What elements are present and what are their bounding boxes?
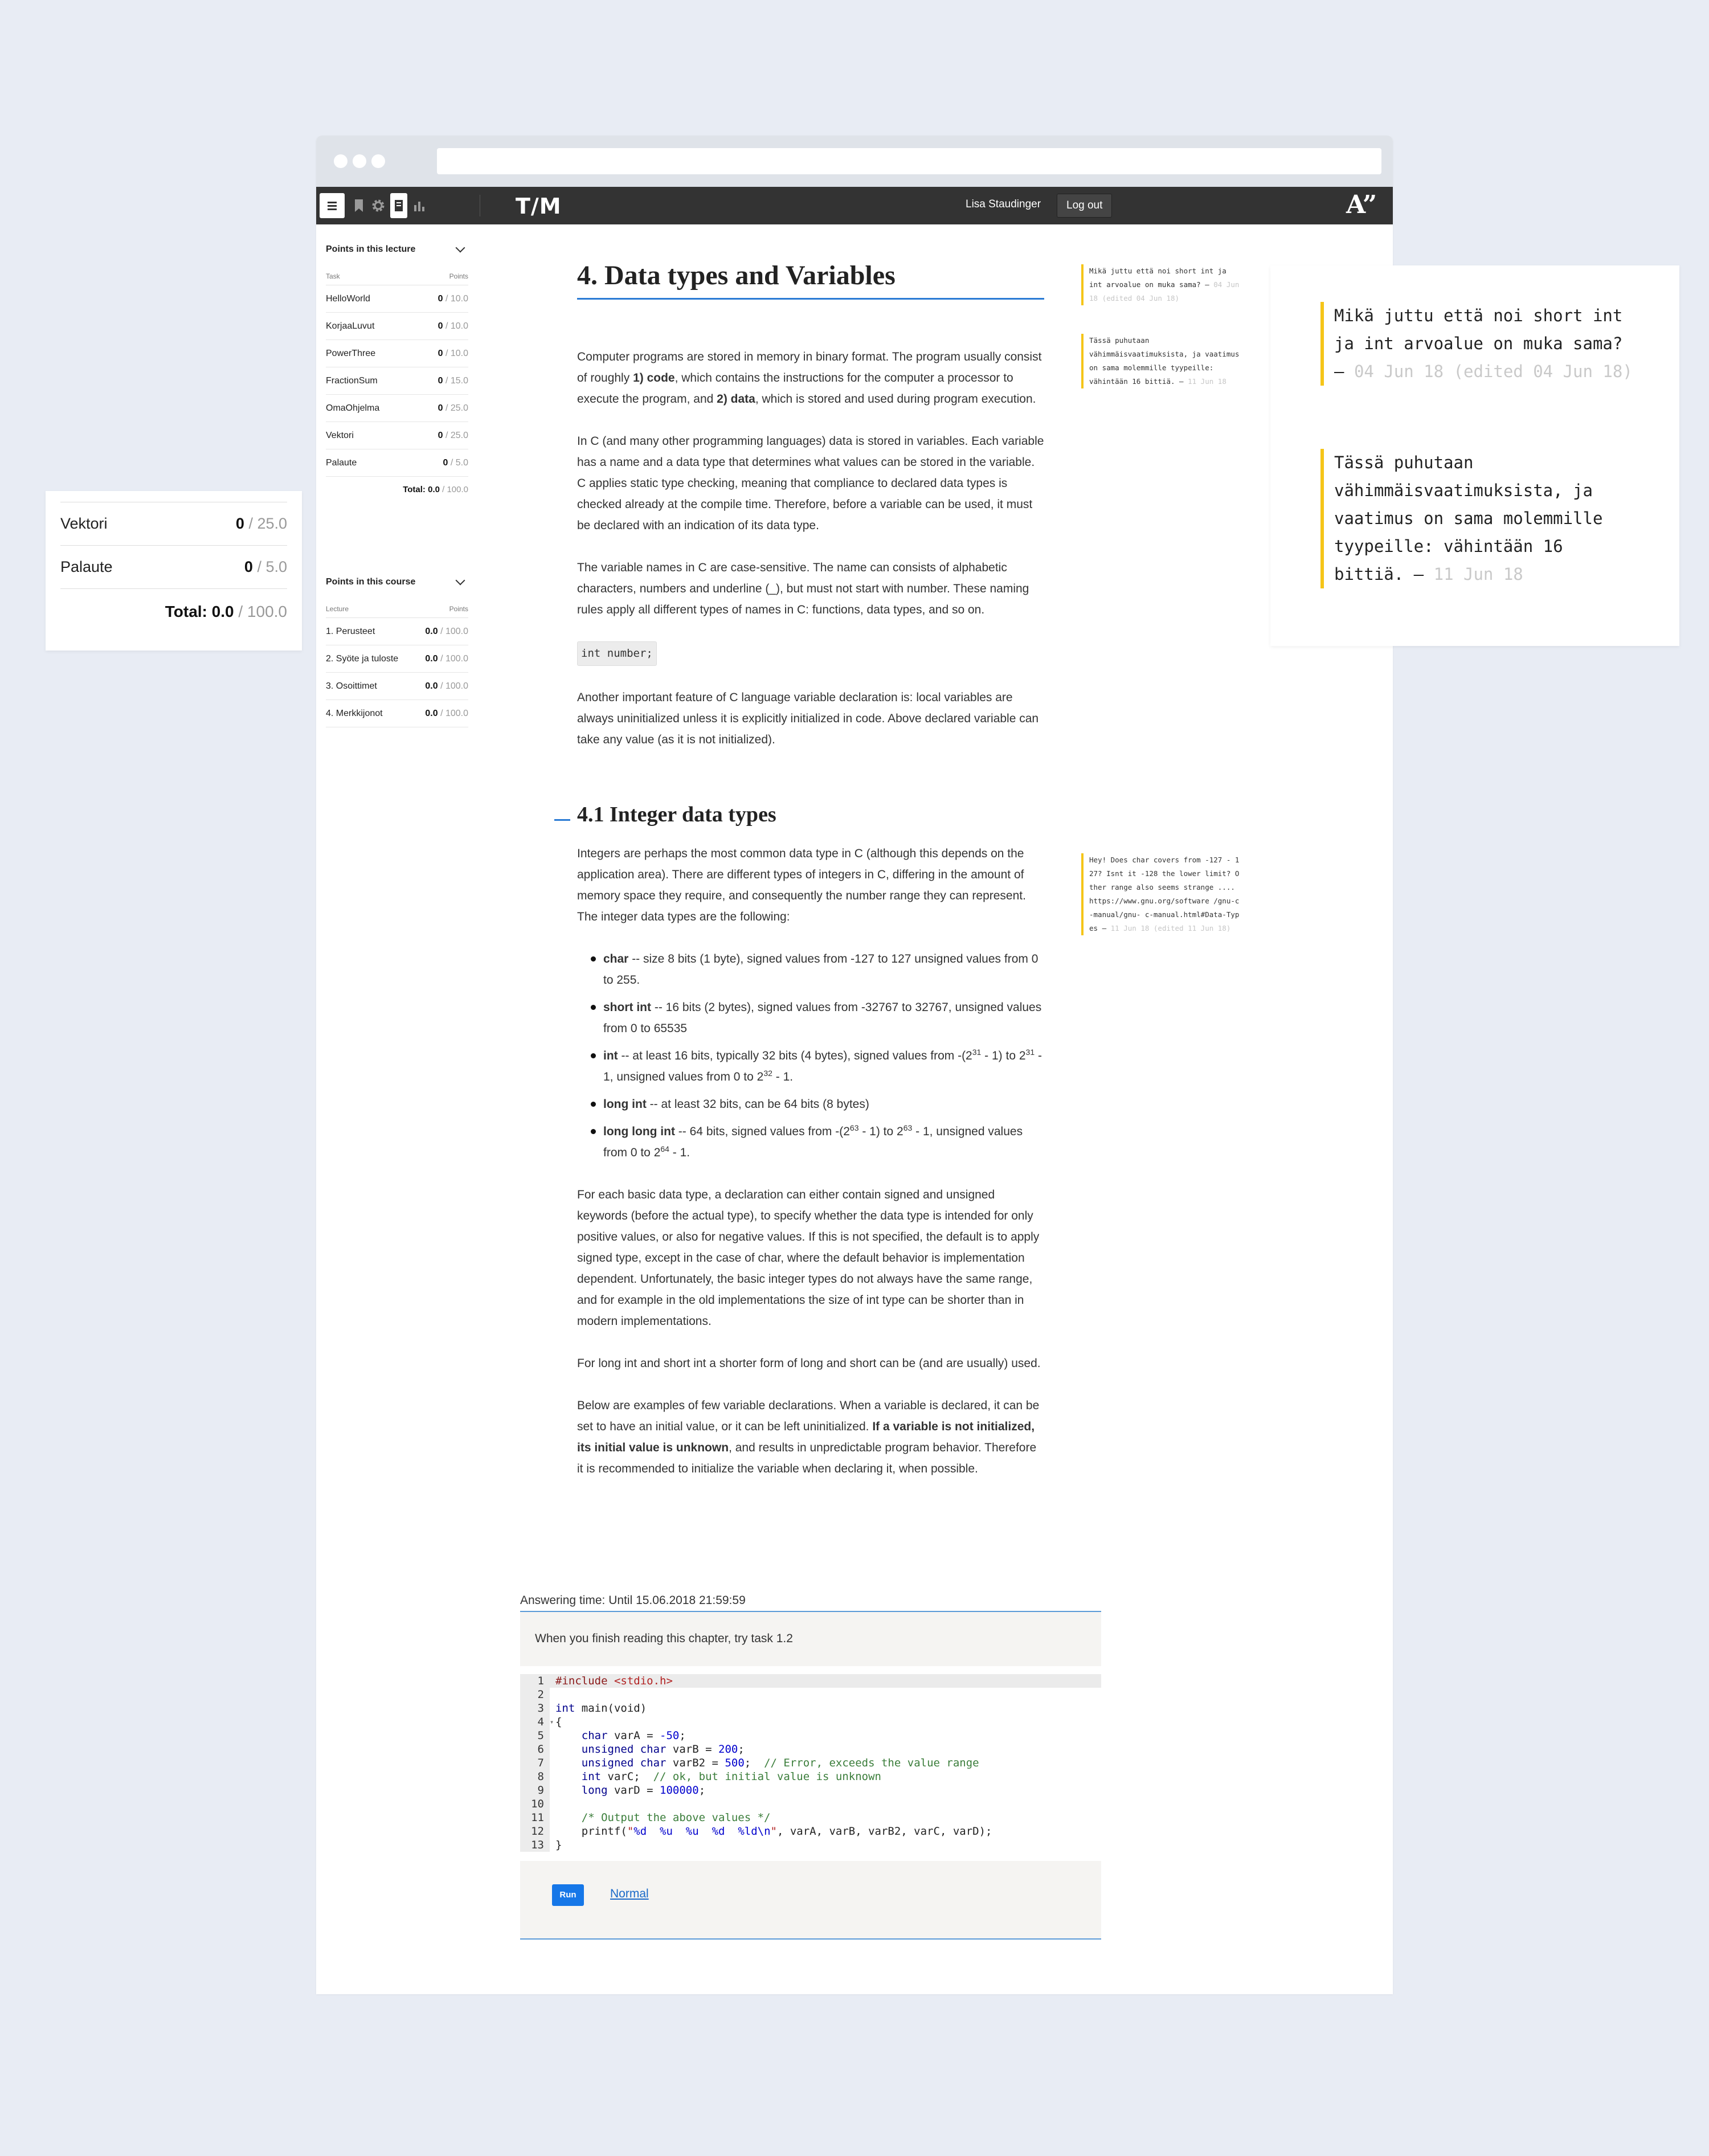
- lecture-points: 0.0 / 100.0: [425, 708, 468, 718]
- chevron-down-icon[interactable]: [456, 576, 465, 586]
- document-icon[interactable]: [390, 193, 407, 218]
- task-name[interactable]: KorjaaLuvut: [326, 321, 375, 331]
- browser-chrome: [316, 136, 1393, 187]
- zoomed-total: Total: 0.0 / 100.0: [165, 603, 287, 620]
- course-points-columns: [326, 605, 468, 618]
- code-line: 2: [520, 1688, 1101, 1701]
- code-line: 7 unsigned char varB2 = 500; // Error, exceeds the value range: [520, 1756, 1101, 1770]
- list-item: int -- at least 16 bits, typically 32 bits (4 bytes), signed values from $-(2^{31} - 1)$ to $2^{31} - 1$, unsigned values from 0 to $2^{32} - 1$.: [603, 1045, 1044, 1087]
- paragraph: Integers are perhaps the most common data type in C (although this depends on the application area). There are different types of integers in C, differing in the amount of memory space they require, and consequently the number range they can represent. The integer data types are the following:: [577, 847, 1026, 923]
- course-row: [326, 618, 468, 645]
- window-dot-close[interactable]: [334, 154, 347, 168]
- window-dot-minimize[interactable]: [353, 154, 366, 168]
- chevron-down-icon[interactable]: [456, 243, 465, 253]
- paragraph: Another important feature of C language variable declaration is: local variables are always uninitialized unless it is explicitly initialized in code. Above declared variable can take any value (as it is not initialized).: [577, 691, 1039, 746]
- code-line: 11 /* Output the above values */: [520, 1811, 1101, 1824]
- lecture-total: Total: 0.0 / 100.0: [403, 485, 468, 494]
- note-comment: Mikä juttu että noi short int ja int arvoalue on muka sama? — 04 Jun 18 (edited 04 Jun 18): [1081, 264, 1241, 305]
- task-name[interactable]: Vektori: [326, 430, 354, 440]
- lecture-row: [326, 313, 468, 340]
- lecture-row: [326, 340, 468, 367]
- browser-window: [316, 136, 1393, 1994]
- course-row: [326, 645, 468, 673]
- task-points: 0 / 25.0: [438, 430, 468, 440]
- code-line: 12 printf("%d %u %u %d %ld\n", varA, varB, varB2, varC, varD);: [520, 1824, 1101, 1838]
- course-row: [326, 700, 468, 727]
- paragraph: For long int and short int a shorter form of long and short can be (and are usually) used.: [577, 1357, 1041, 1370]
- course-points-header[interactable]: [326, 572, 468, 592]
- code-line: 13 }: [520, 1838, 1101, 1852]
- column-header-points: Points: [449, 272, 468, 280]
- lecture-name[interactable]: 1. Perusteet: [326, 626, 375, 636]
- task-name[interactable]: HelloWorld: [326, 293, 370, 304]
- task-name[interactable]: Palaute: [60, 558, 113, 575]
- task-footer: [520, 1861, 1101, 1938]
- user-name: Lisa Staudinger: [966, 198, 1041, 210]
- task-points: 0 / 25.0: [438, 403, 468, 413]
- normal-mode-link[interactable]: Normal: [610, 1887, 649, 1900]
- paragraph: For each basic data type, a declaration can either contain signed and unsigned keywords (before the actual type), to specify whether the data type is intended for only positive values, or also for negative values. If this is not specified, the default is to apply signed type, except in the case of char, where the default behavior is implementation dependent. Unfortunately, the basic integer types do not always have the same range, and for example in the old implementations the size of int type can be shorter than in modern implementations.: [577, 1188, 1040, 1328]
- paragraph: Below are examples of few variable declarations. When a variable is declared, it can be set to have an initial value, or it can be left uninitialized. If a variable is not initialized, its initial value is unknown, and results in unpredictable program behavior. Therefore it is recommended to initialize the variable when declaring it, when possible.: [577, 1399, 1040, 1475]
- address-bar[interactable]: [437, 148, 1381, 174]
- task-name[interactable]: Vektori: [60, 515, 108, 532]
- task-name[interactable]: Palaute: [326, 457, 357, 468]
- top-navigation-bar: [316, 187, 1393, 224]
- task-points: 0 / 10.0: [438, 321, 468, 331]
- tim-logo[interactable]: T/M: [516, 194, 562, 219]
- zoomed-row: Palaute 0 / 5.0: [60, 546, 287, 589]
- task-name[interactable]: FractionSum: [326, 375, 378, 386]
- lecture-row: [326, 367, 468, 395]
- paragraph: In C (and many other programming languages) data is stored in variables. Each variable has a name and a data type that determines what values can be stored in the variable. C applies static type checking, meaning that compliance to declared data types is checked already at the compile time. Therefore, before a variable can be used, it must be declared with an indication of its data type.: [577, 435, 1044, 532]
- task-name[interactable]: OmaOhjelma: [326, 403, 380, 413]
- list-item: long long int -- 64 bits, signed values from $-(2^{63} - 1)$ to $2^{63} - 1$, unsigned values from 0 to $2^{64} - 1$.: [603, 1121, 1044, 1163]
- task-intro: When you finish reading this chapter, try task 1.2: [535, 1632, 793, 1645]
- note-comment: Hey! Does char covers from -127 - 127? Isnt it -128 the lower limit? Other range also seems strange .... https://www.gnu.org/software /gnu-c-manual/gnu- c-manual.html#Data-Types — 11 Jun 18 (edited 11 Jun 18): [1081, 853, 1241, 935]
- gear-icon[interactable]: [369, 193, 388, 218]
- task-name[interactable]: PowerThree: [326, 348, 376, 358]
- lecture-points-columns: [326, 272, 468, 285]
- zoomed-points-panel: [46, 491, 302, 651]
- paragraph: The variable names in C are case-sensitive. The name can consists of alphabetic characters, numbers and underline (_), but must not start with number. These naming rules apply all different types of names in C: functions, data types, and so on.: [577, 561, 1029, 616]
- lecture-name[interactable]: 4. Merkkijonot: [326, 708, 383, 718]
- document-content: [577, 260, 1044, 1500]
- inline-code: int number;: [577, 641, 657, 666]
- task-points: 0 / 10.0: [438, 348, 468, 358]
- column-header-lecture: Lecture: [326, 605, 349, 613]
- zoomed-notes-panel: [1270, 265, 1679, 646]
- run-button[interactable]: Run: [552, 1884, 584, 1906]
- margin-note[interactable]: [1081, 264, 1241, 305]
- list-item: long int -- at least 32 bits, can be 64 bits (8 bytes): [603, 1094, 1044, 1115]
- lecture-row: [326, 449, 468, 477]
- code-editor[interactable]: [520, 1666, 1101, 1861]
- code-line: 3 int main(void): [520, 1701, 1101, 1715]
- lecture-points: 0.0 / 100.0: [425, 653, 468, 664]
- task-points: 0 / 5.0: [443, 457, 468, 468]
- lecture-points: 0.0 / 100.0: [425, 626, 468, 636]
- margin-note[interactable]: [1081, 853, 1241, 935]
- column-header-points: Points: [449, 605, 468, 613]
- code-line: 5 char varA = -50;: [520, 1729, 1101, 1742]
- lecture-row: [326, 422, 468, 449]
- window-dot-maximize[interactable]: [371, 154, 385, 168]
- margin-note[interactable]: [1081, 334, 1241, 388]
- zoomed-note[interactable]: Tässä puhutaan vähimmäisvaatimuksista, ja vaatimus on sama molemmille tyypeille: vähintään 16 bittiä. — 11 Jun 18: [1320, 449, 1640, 588]
- zoomed-note[interactable]: Mikä juttu että noi short int ja int arvoalue on muka sama? — 04 Jun 18 (edited 04 Jun 18): [1320, 302, 1640, 386]
- lecture-row: [326, 285, 468, 313]
- code-line: 10: [520, 1797, 1101, 1811]
- lecture-name[interactable]: 2. Syöte ja tuloste: [326, 653, 399, 664]
- bookmark-icon[interactable]: [350, 193, 367, 218]
- course-points-title: Points in this course: [326, 577, 416, 587]
- list-item: char -- size 8 bits (1 byte), signed values from -127 to 127 unsigned values from 0 to 255.: [603, 948, 1044, 991]
- code-line: 1 #include <stdio.h>: [520, 1674, 1101, 1688]
- brand-logo: A”: [1346, 190, 1377, 219]
- task-points: 0 / 15.0: [438, 375, 468, 386]
- code-task: [520, 1594, 1101, 1940]
- code-line: 9 long varD = 100000;: [520, 1783, 1101, 1797]
- logout-button[interactable]: Log out: [1057, 194, 1112, 218]
- course-row: [326, 673, 468, 700]
- code-line: 6 unsigned char varB = 200;: [520, 1742, 1101, 1756]
- bar-chart-icon[interactable]: [410, 193, 429, 218]
- heading-marker[interactable]: [554, 819, 570, 821]
- paragraph: Computer programs are stored in memory in binary format. The program usually consist of roughly 1) code, which contains the instructions for the computer a processor to execute the program, and 2) data, which is stored and used during program execution.: [577, 350, 1042, 406]
- zoomed-row: Vektori 0 / 25.0: [60, 502, 287, 546]
- lecture-points-title: Points in this lecture: [326, 244, 416, 254]
- page-title: 4. Data types and Variables: [577, 260, 1044, 300]
- column-header-task: Task: [326, 272, 340, 280]
- lecture-points: 0.0 / 100.0: [425, 681, 468, 691]
- menu-icon[interactable]: [320, 193, 345, 218]
- task-points: 0 / 10.0: [438, 293, 468, 304]
- answering-time: Answering time: Until 15.06.2018 21:59:59: [520, 1594, 1101, 1612]
- lecture-row: [326, 395, 468, 422]
- lecture-points-header[interactable]: [326, 239, 468, 260]
- code-line: 4 ▾ {: [520, 1715, 1101, 1729]
- integer-types-list: [603, 948, 1044, 1163]
- note-comment: Tässä puhutaan vähimmäisvaatimuksista, ja vaatimus on sama molemmille tyypeille: vähintään 16 bittiä. — 11 Jun 18: [1081, 334, 1241, 388]
- task-box: [520, 1612, 1101, 1940]
- section-heading: 4.1 Integer data types: [577, 802, 1044, 827]
- points-sidebar: [326, 239, 468, 727]
- code-line: 8 int varC; // ok, but initial value is unknown: [520, 1770, 1101, 1783]
- list-item: short int -- 16 bits (2 bytes), signed values from -32767 to 32767, unsigned values from 0 to 65535: [603, 997, 1044, 1039]
- lecture-name[interactable]: 3. Osoittimet: [326, 681, 377, 691]
